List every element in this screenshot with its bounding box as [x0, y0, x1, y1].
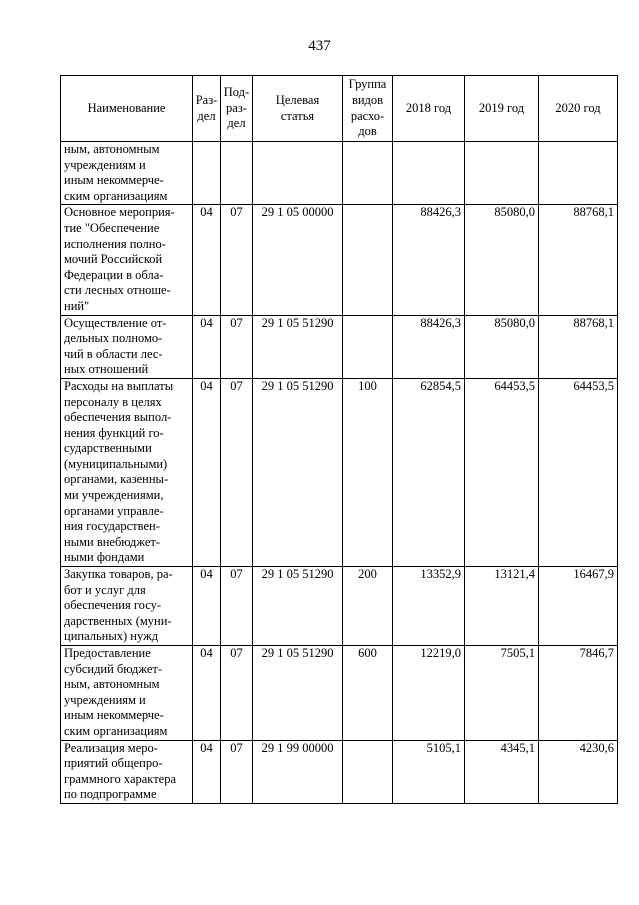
cell-2019: 7505,1: [465, 646, 539, 741]
cell-section: 04: [193, 646, 221, 741]
cell-name: Осуществление от- дельных полномо- чий в области лес- ных отношений: [61, 315, 193, 378]
cell-section: 04: [193, 315, 221, 378]
table-row: [61, 315, 618, 378]
cell-target: 29 1 05 00000: [253, 205, 343, 315]
cell-2020: 64453,5: [539, 378, 618, 566]
cell-section: 04: [193, 567, 221, 646]
cell-group: 100: [343, 378, 393, 566]
cell-name: ным, автономным учреждениям и иным некоммерче- ским организациям: [61, 142, 193, 205]
cell-2019: [465, 142, 539, 205]
cell-2019: 85080,0: [465, 315, 539, 378]
cell-section: 04: [193, 205, 221, 315]
cell-name: Предоставление субсидий бюджет- ным, автономным учреждениям и иным некоммерче- ским организациям: [61, 646, 193, 741]
page-number: 437: [308, 38, 331, 54]
table-row: [61, 567, 618, 646]
cell-subsection: 07: [221, 378, 253, 566]
cell-target: [253, 142, 343, 205]
cell-2019: 13121,4: [465, 567, 539, 646]
cell-2020: 88768,1: [539, 315, 618, 378]
cell-subsection: 07: [221, 567, 253, 646]
cell-2020: 88768,1: [539, 205, 618, 315]
cell-section: 04: [193, 378, 221, 566]
cell-group: 200: [343, 567, 393, 646]
header-subsection: Под- раз- дел: [221, 76, 253, 142]
table-row: [61, 646, 618, 741]
cell-2018: 62854,5: [393, 378, 465, 566]
cell-2018: [393, 142, 465, 205]
cell-subsection: 07: [221, 646, 253, 741]
cell-subsection: 07: [221, 740, 253, 803]
header-group: Группа видов расхо- дов: [343, 76, 393, 142]
cell-name: Реализация меро- приятий общепро- граммного характера по подпрограмме: [61, 740, 193, 803]
header-2018: 2018 год: [393, 76, 465, 142]
table-row: [61, 378, 618, 566]
cell-2019: 4345,1: [465, 740, 539, 803]
cell-group: [343, 142, 393, 205]
cell-target: 29 1 05 51290: [253, 646, 343, 741]
cell-target: 29 1 99 00000: [253, 740, 343, 803]
cell-name: Закупка товаров, ра- бот и услуг для обеспечения госу- дарственных (муни- ципальных) нужд: [61, 567, 193, 646]
table-row: [61, 740, 618, 803]
header-section: Раз- дел: [193, 76, 221, 142]
header-name: Наименование: [61, 76, 193, 142]
cell-2020: 16467,9: [539, 567, 618, 646]
cell-name: Основное мероприя- тие "Обеспечение исполнения полно- мочий Российской Федерации в обла- сти лесных отноше- ний": [61, 205, 193, 315]
header-2020: 2020 год: [539, 76, 618, 142]
cell-2018: 88426,3: [393, 315, 465, 378]
cell-2020: [539, 142, 618, 205]
cell-group: 600: [343, 646, 393, 741]
cell-2018: 12219,0: [393, 646, 465, 741]
header-2019: 2019 год: [465, 76, 539, 142]
header-target: Целевая статья: [253, 76, 343, 142]
table-row: [61, 142, 618, 205]
cell-section: 04: [193, 740, 221, 803]
cell-target: 29 1 05 51290: [253, 378, 343, 566]
cell-group: [343, 205, 393, 315]
cell-2019: 64453,5: [465, 378, 539, 566]
cell-2020: 4230,6: [539, 740, 618, 803]
cell-subsection: 07: [221, 205, 253, 315]
cell-target: 29 1 05 51290: [253, 315, 343, 378]
cell-2018: 5105,1: [393, 740, 465, 803]
cell-subsection: [221, 142, 253, 205]
cell-name: Расходы на выплаты персоналу в целях обеспечения выпол- нения функций го- сударственными (муниципальными) органами, казенны- ми учреждениями, органами управле- ния государствен- ными внебюджет- ными фондами: [61, 378, 193, 566]
cell-section: [193, 142, 221, 205]
cell-group: [343, 740, 393, 803]
cell-2018: 88426,3: [393, 205, 465, 315]
cell-2020: 7846,7: [539, 646, 618, 741]
table-row: [61, 205, 618, 315]
cell-2019: 85080,0: [465, 205, 539, 315]
header-row: [61, 76, 618, 142]
cell-subsection: 07: [221, 315, 253, 378]
cell-group: [343, 315, 393, 378]
cell-target: 29 1 05 51290: [253, 567, 343, 646]
budget-table: [60, 75, 618, 804]
cell-2018: 13352,9: [393, 567, 465, 646]
